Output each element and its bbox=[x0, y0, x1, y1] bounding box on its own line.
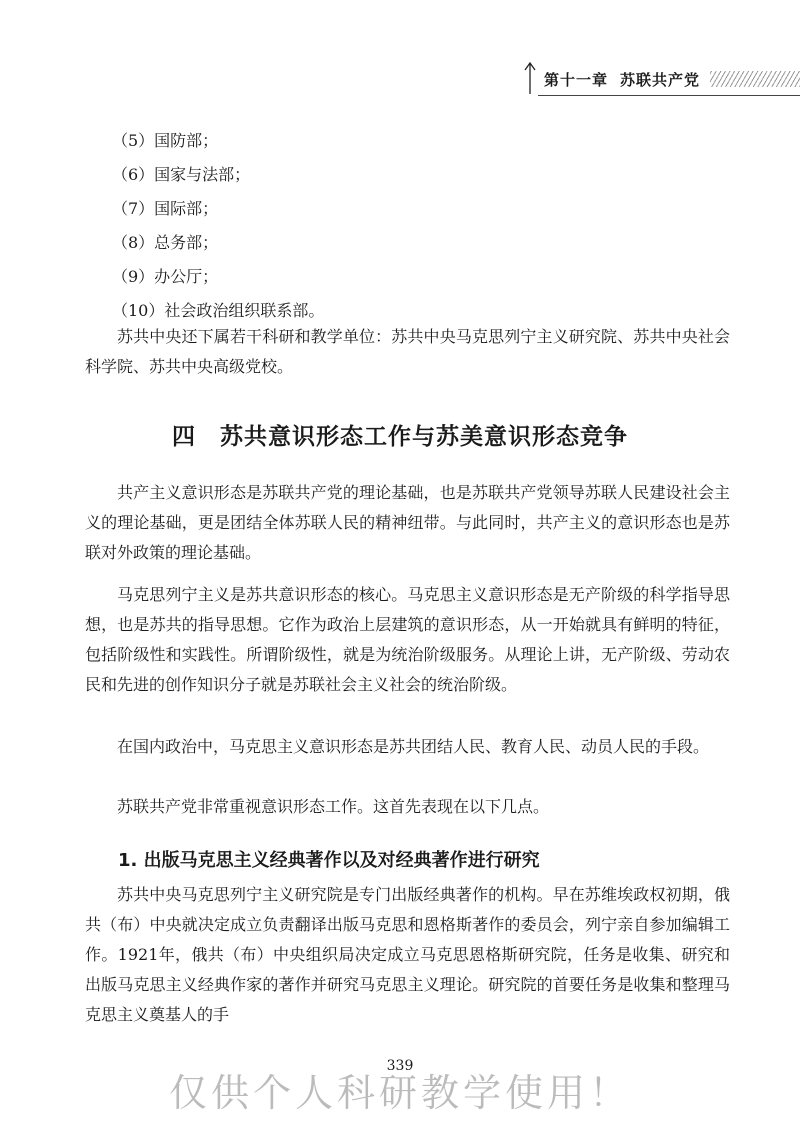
arrow-up-icon bbox=[520, 60, 540, 96]
list-item: （5）国防部； bbox=[112, 131, 219, 150]
list-item: （7）国际部； bbox=[112, 199, 219, 218]
page-number: 339 bbox=[386, 1058, 414, 1074]
header-text bbox=[544, 69, 700, 90]
subsection-heading: 1. 出版马克思主义经典著作以及对经典著作进行研究 bbox=[118, 850, 540, 871]
section-heading bbox=[0, 418, 800, 451]
section-number: 四 bbox=[172, 423, 196, 450]
paragraph: 马克思列宁主义是苏共意识形态的核心。马克思主义意识形态是无产阶级的科学指导思想，也是苏共的指导思想。它作为政治上层建筑的意识形态，从一开始就具有鲜明的特征，包括阶级性和实践性。所谓阶级性，就是为统治阶级服务。从理论上讲，无产阶级、劳动农民和先进的创作知识分子就是苏联社会主义社会的统治阶级。 bbox=[85, 585, 730, 694]
header-title: 苏联共产党 bbox=[620, 71, 701, 89]
section-title: 苏共意识形态工作与苏美意识形态竞争 bbox=[220, 423, 628, 450]
header-rule bbox=[538, 95, 800, 96]
list-item: （8）总务部； bbox=[112, 233, 219, 252]
paragraph: 苏联共产党非常重视意识形态工作。这首先表现在以下几点。 bbox=[117, 797, 550, 816]
list-item: （10）社会政治组织联系部。 bbox=[112, 301, 325, 320]
header-hatch-decoration bbox=[710, 71, 800, 87]
paragraph: 在国内政治中，马克思主义意识形态是苏共团结人民、教育人民、动员人民的手段。 bbox=[117, 737, 710, 756]
header-chapter: 第十一章 bbox=[544, 71, 609, 89]
paragraph: 共产主义意识形态是苏联共产党的理论基础，也是苏联共产党领导苏联人民建设社会主义的理论基础，更是团结全体苏联人民的精神纽带。与此同时，共产主义的意识形态也是苏联对外政策的理论基础。 bbox=[85, 483, 730, 562]
paragraph-intro: 苏共中央还下属若干科研和教学单位：苏共中央马克思列宁主义研究院、苏共中央社会科学院、苏共中央高级党校。 bbox=[85, 327, 730, 376]
paragraph: 苏共中央马克思列宁主义研究院是专门出版经典著作的机构。早在苏维埃政权初期，俄共（布）中央就决定成立负责翻译出版马克思和恩格斯著作的委员会，列宁亲自参加编辑工作。1921年，俄共（布）中央组织局决定成立马克思恩格斯研究院，任务是收集、研究和出版马克思主义经典作家的著作并研究马克思主义理论。研究院的首要任务是收集和整理马克思主义奠基人的手 bbox=[85, 885, 730, 1024]
watermark: 仅供个人科研教学使用！ bbox=[168, 1071, 631, 1115]
list-item: （6）国家与法部； bbox=[112, 165, 251, 184]
running-header bbox=[520, 60, 800, 96]
list-item: （9）办公厅； bbox=[112, 267, 219, 286]
